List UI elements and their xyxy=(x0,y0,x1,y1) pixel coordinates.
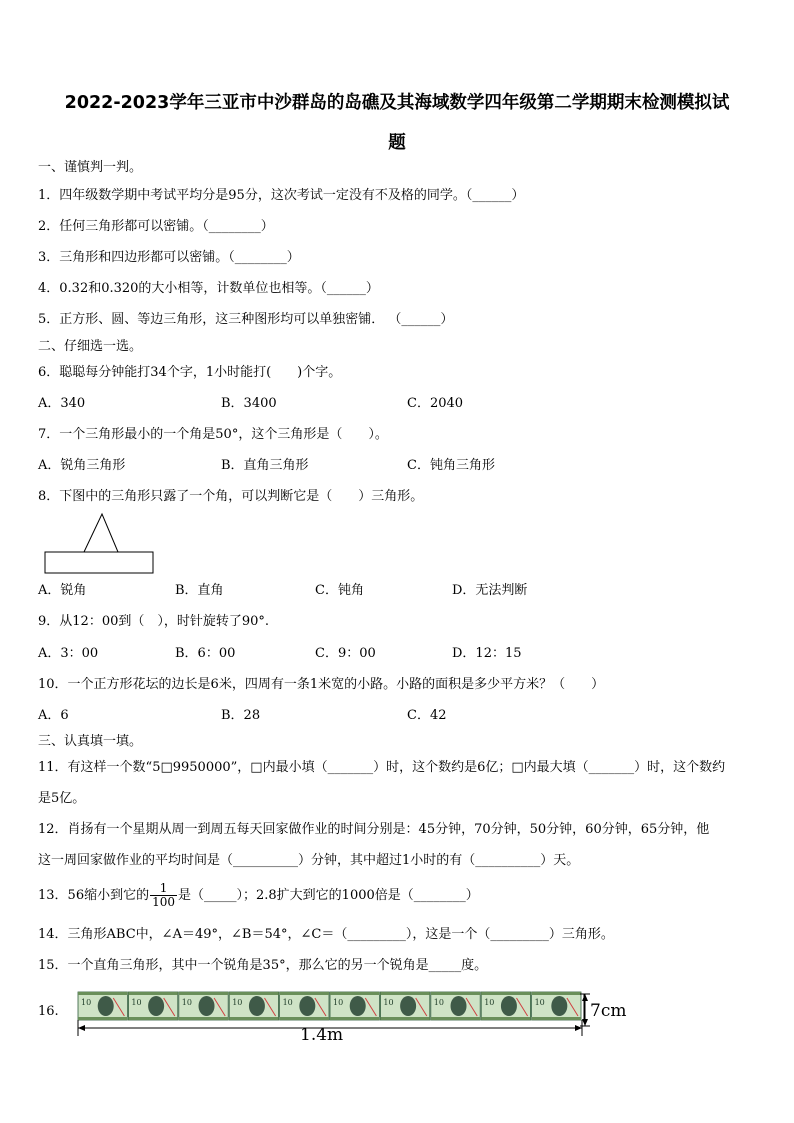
question-10: 10．一个正方形花坛的边长是6米，四周有一条1米宽的小路。小路的面积是多少平方米？（ ） xyxy=(38,677,605,692)
question-14: 14．三角形ABC中，∠A＝49°，∠B＝54°，∠C＝（_________），这是一个（_________）三角形。 xyxy=(38,927,614,942)
height-label: 7cm xyxy=(590,1001,627,1021)
q6-option-c: C．2040 xyxy=(407,396,464,411)
q16-banknote-figure xyxy=(70,986,630,1046)
q7-option-b: B．直角三角形 xyxy=(221,458,309,473)
width-arrow-left-head xyxy=(78,1025,85,1031)
question-16-number: 16. xyxy=(38,1004,59,1019)
banknote xyxy=(380,992,429,1020)
banknote-strip xyxy=(78,992,581,1020)
banknote-value: 10 xyxy=(232,998,243,1007)
exam-title-line1: 2022-2023学年三亚市中沙群岛的岛礁及其海域数学四年级第二学期期末检测模拟试 xyxy=(64,93,730,113)
banknote-value: 10 xyxy=(333,998,344,1007)
banknote-value: 10 xyxy=(484,998,495,1007)
question-2: 2．任何三角形都可以密铺。（________） xyxy=(38,219,274,234)
banknote-value: 10 xyxy=(383,998,394,1007)
q6-option-a: A．340 xyxy=(38,396,86,411)
q8-option-c: C．钝角 xyxy=(315,583,364,598)
q8-option-d: D．无法判断 xyxy=(452,583,528,598)
section3-heading: 三、认真填一填。 xyxy=(38,734,143,749)
q9-option-c: C．9：00 xyxy=(315,646,376,661)
banknote xyxy=(481,992,530,1020)
q6-option-b: B．3400 xyxy=(221,396,277,411)
q10-option-c: C．42 xyxy=(407,708,447,723)
q10-option-a: A．6 xyxy=(38,708,69,723)
exam-title-line2: 题 xyxy=(388,133,406,153)
banknote xyxy=(128,992,177,1020)
question-6: 6．聪聪每分钟能打34个字，1小时能打( )个字。 xyxy=(38,365,342,380)
question-7: 7．一个三角形最小的一个角是50°，这个三角形是（ ）。 xyxy=(38,427,388,442)
banknote-value: 10 xyxy=(282,998,293,1007)
question-11-line2: 是5亿。 xyxy=(38,791,86,806)
banknote xyxy=(229,992,278,1020)
q7-option-c: C．钝角三角形 xyxy=(407,458,495,473)
banknote xyxy=(179,992,228,1020)
question-3: 3．三角形和四边形都可以密铺。（________） xyxy=(38,250,300,265)
q13-fraction-denominator: 100 xyxy=(152,895,175,909)
banknote-value: 10 xyxy=(131,998,142,1007)
question-4: 4．0.32和0.320的大小相等，计数单位也相等。（______） xyxy=(38,281,379,296)
question-8: 8．下图中的三角形只露了一个角，可以判断它是（ ）三角形。 xyxy=(38,489,424,504)
banknote xyxy=(532,992,581,1020)
banknote-value: 10 xyxy=(534,998,545,1007)
question-12-line1: 12．肖扬有一个星期从周一到周五每天回家做作业的时间分别是：45分钟，70分钟，50分钟，60分钟，65分钟，他 xyxy=(38,822,710,837)
question-1: 1．四年级数学期中考试平均分是95分，这次考试一定没有不及格的同学。（______） xyxy=(38,188,525,203)
question-9: 9．从12：00到（ ），时针旋转了90°. xyxy=(38,614,270,629)
question-12-line2: 这一周回家做作业的平均时间是（__________）分钟，其中超过1小时的有（__________）天。 xyxy=(38,853,580,868)
banknote xyxy=(280,992,329,1020)
q8-option-a: A．锐角 xyxy=(38,583,87,598)
q13-suffix: 是（_____）；2.8扩大到它的1000倍是（________） xyxy=(178,888,479,903)
q8-option-b: B．直角 xyxy=(175,583,224,598)
q16-height-marker xyxy=(578,990,638,1034)
q8-triangle-figure xyxy=(44,512,156,576)
banknote xyxy=(330,992,379,1020)
q13-fraction xyxy=(150,882,177,909)
q9-option-a: A．3：00 xyxy=(38,646,99,661)
q7-option-a: A．锐角三角形 xyxy=(38,458,126,473)
banknote-value: 10 xyxy=(181,998,192,1007)
width-label: 1.4m xyxy=(300,1025,344,1045)
q13-prefix: 13．56缩小到它的 xyxy=(38,888,150,903)
question-13 xyxy=(38,881,479,911)
section1-heading: 一、谨慎判一判。 xyxy=(38,160,143,175)
banknote xyxy=(78,992,127,1020)
section2-heading: 二、仔细选一选。 xyxy=(38,339,143,354)
question-15: 15．一个直角三角形，其中一个锐角是35°，那么它的另一个锐角是_____度。 xyxy=(38,958,488,973)
q10-option-b: B．28 xyxy=(221,708,261,723)
q9-option-d: D．12：15 xyxy=(452,646,522,661)
question-5: 5．正方形、圆、等边三角形，这三种图形均可以单独密铺． （______） xyxy=(38,312,454,327)
question-11-line1: 11．有这样一个数“5□9950000”，□内最小填（_______）时，这个数约是6亿；□内最大填（_______）时，这个数约 xyxy=(38,760,726,775)
q13-fraction-numerator: 1 xyxy=(150,882,177,896)
banknote xyxy=(431,992,480,1020)
banknote-value: 10 xyxy=(433,998,444,1007)
banknote-value: 10 xyxy=(81,998,92,1007)
q9-option-b: B．6：00 xyxy=(175,646,236,661)
